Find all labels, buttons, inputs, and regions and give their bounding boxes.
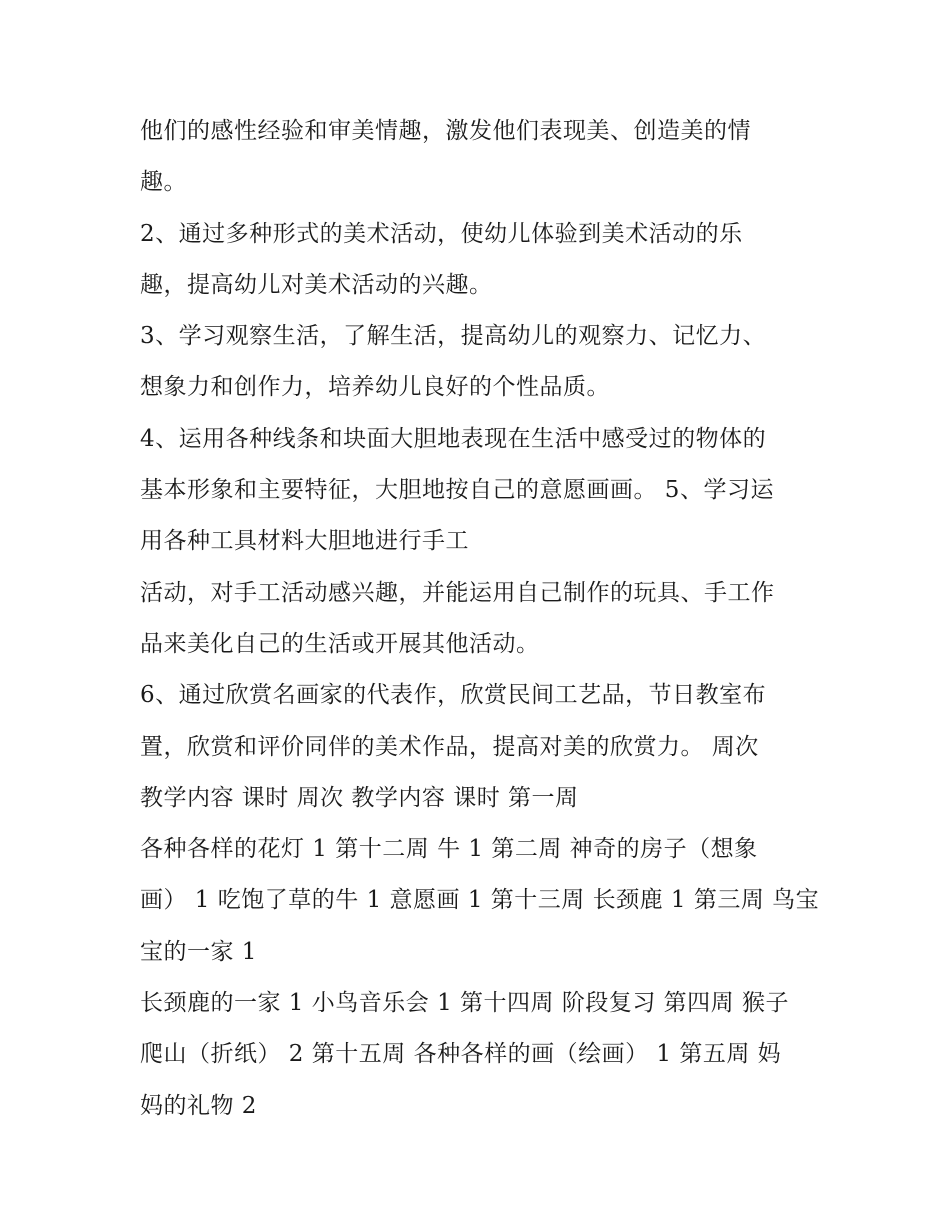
text-line-12: 6、通过欣赏名画家的代表作，欣赏民间工艺品，节日教室布 (140, 682, 767, 709)
text-line-9: 用各种工具材料大胆地进行手工 (140, 528, 469, 555)
text-line-3: 2、通过多种形式的美术活动，使幼儿体验到美术活动的乐 (140, 220, 743, 247)
body-text (140, 106, 830, 1132)
text-line-19: 爬山（折纸） 2 第十五周 各种各样的画（绘画） 1 第五周 妈 (140, 1041, 782, 1068)
text-line-10: 活动，对手工活动感兴趣，并能运用自己制作的玩具、手工作 (140, 579, 775, 606)
text-line-16: 画） 1 吃饱了草的牛 1 意愿画 1 第十三周 长颈鹿 1 第三周 鸟宝 (140, 887, 820, 914)
text-line-20: 妈的礼物 2 (140, 1092, 257, 1119)
text-line-8: 基本形象和主要特征，大胆地按自己的意愿画画。 5、学习运 (140, 477, 774, 504)
text-line-1: 他们的感性经验和审美情趣，激发他们表现美、创造美的情 (140, 118, 751, 144)
text-line-7: 4、运用各种线条和块面大胆地表现在生活中感受过的物体的 (140, 425, 767, 452)
text-line-11: 品来美化自己的生活或开展其他活动。 (140, 630, 540, 657)
text-line-15: 各种各样的花灯 1 第十二周 牛 1 第二周 神奇的房子（想象 (140, 836, 758, 863)
text-line-17: 宝的一家 1 (140, 938, 257, 965)
text-line-2: 趣。 (140, 169, 187, 196)
text-line-13: 置，欣赏和评价同伴的美术作品，提高对美的欣赏力。 周次 (140, 733, 759, 760)
text-line-4: 趣，提高幼儿对美术活动的兴趣。 (140, 271, 493, 298)
text-line-5: 3、学习观察生活，了解生活，提高幼儿的观察力、记忆力、 (140, 323, 767, 350)
text-line-18: 长颈鹿的一家 1 小鸟音乐会 1 第十四周 阶段复习 第四周 猴子 (140, 990, 789, 1017)
text-line-14: 教学内容 课时 周次 教学内容 课时 第一周 (140, 784, 579, 811)
text-line-6: 想象力和创作力，培养幼儿良好的个性品质。 (140, 374, 610, 401)
